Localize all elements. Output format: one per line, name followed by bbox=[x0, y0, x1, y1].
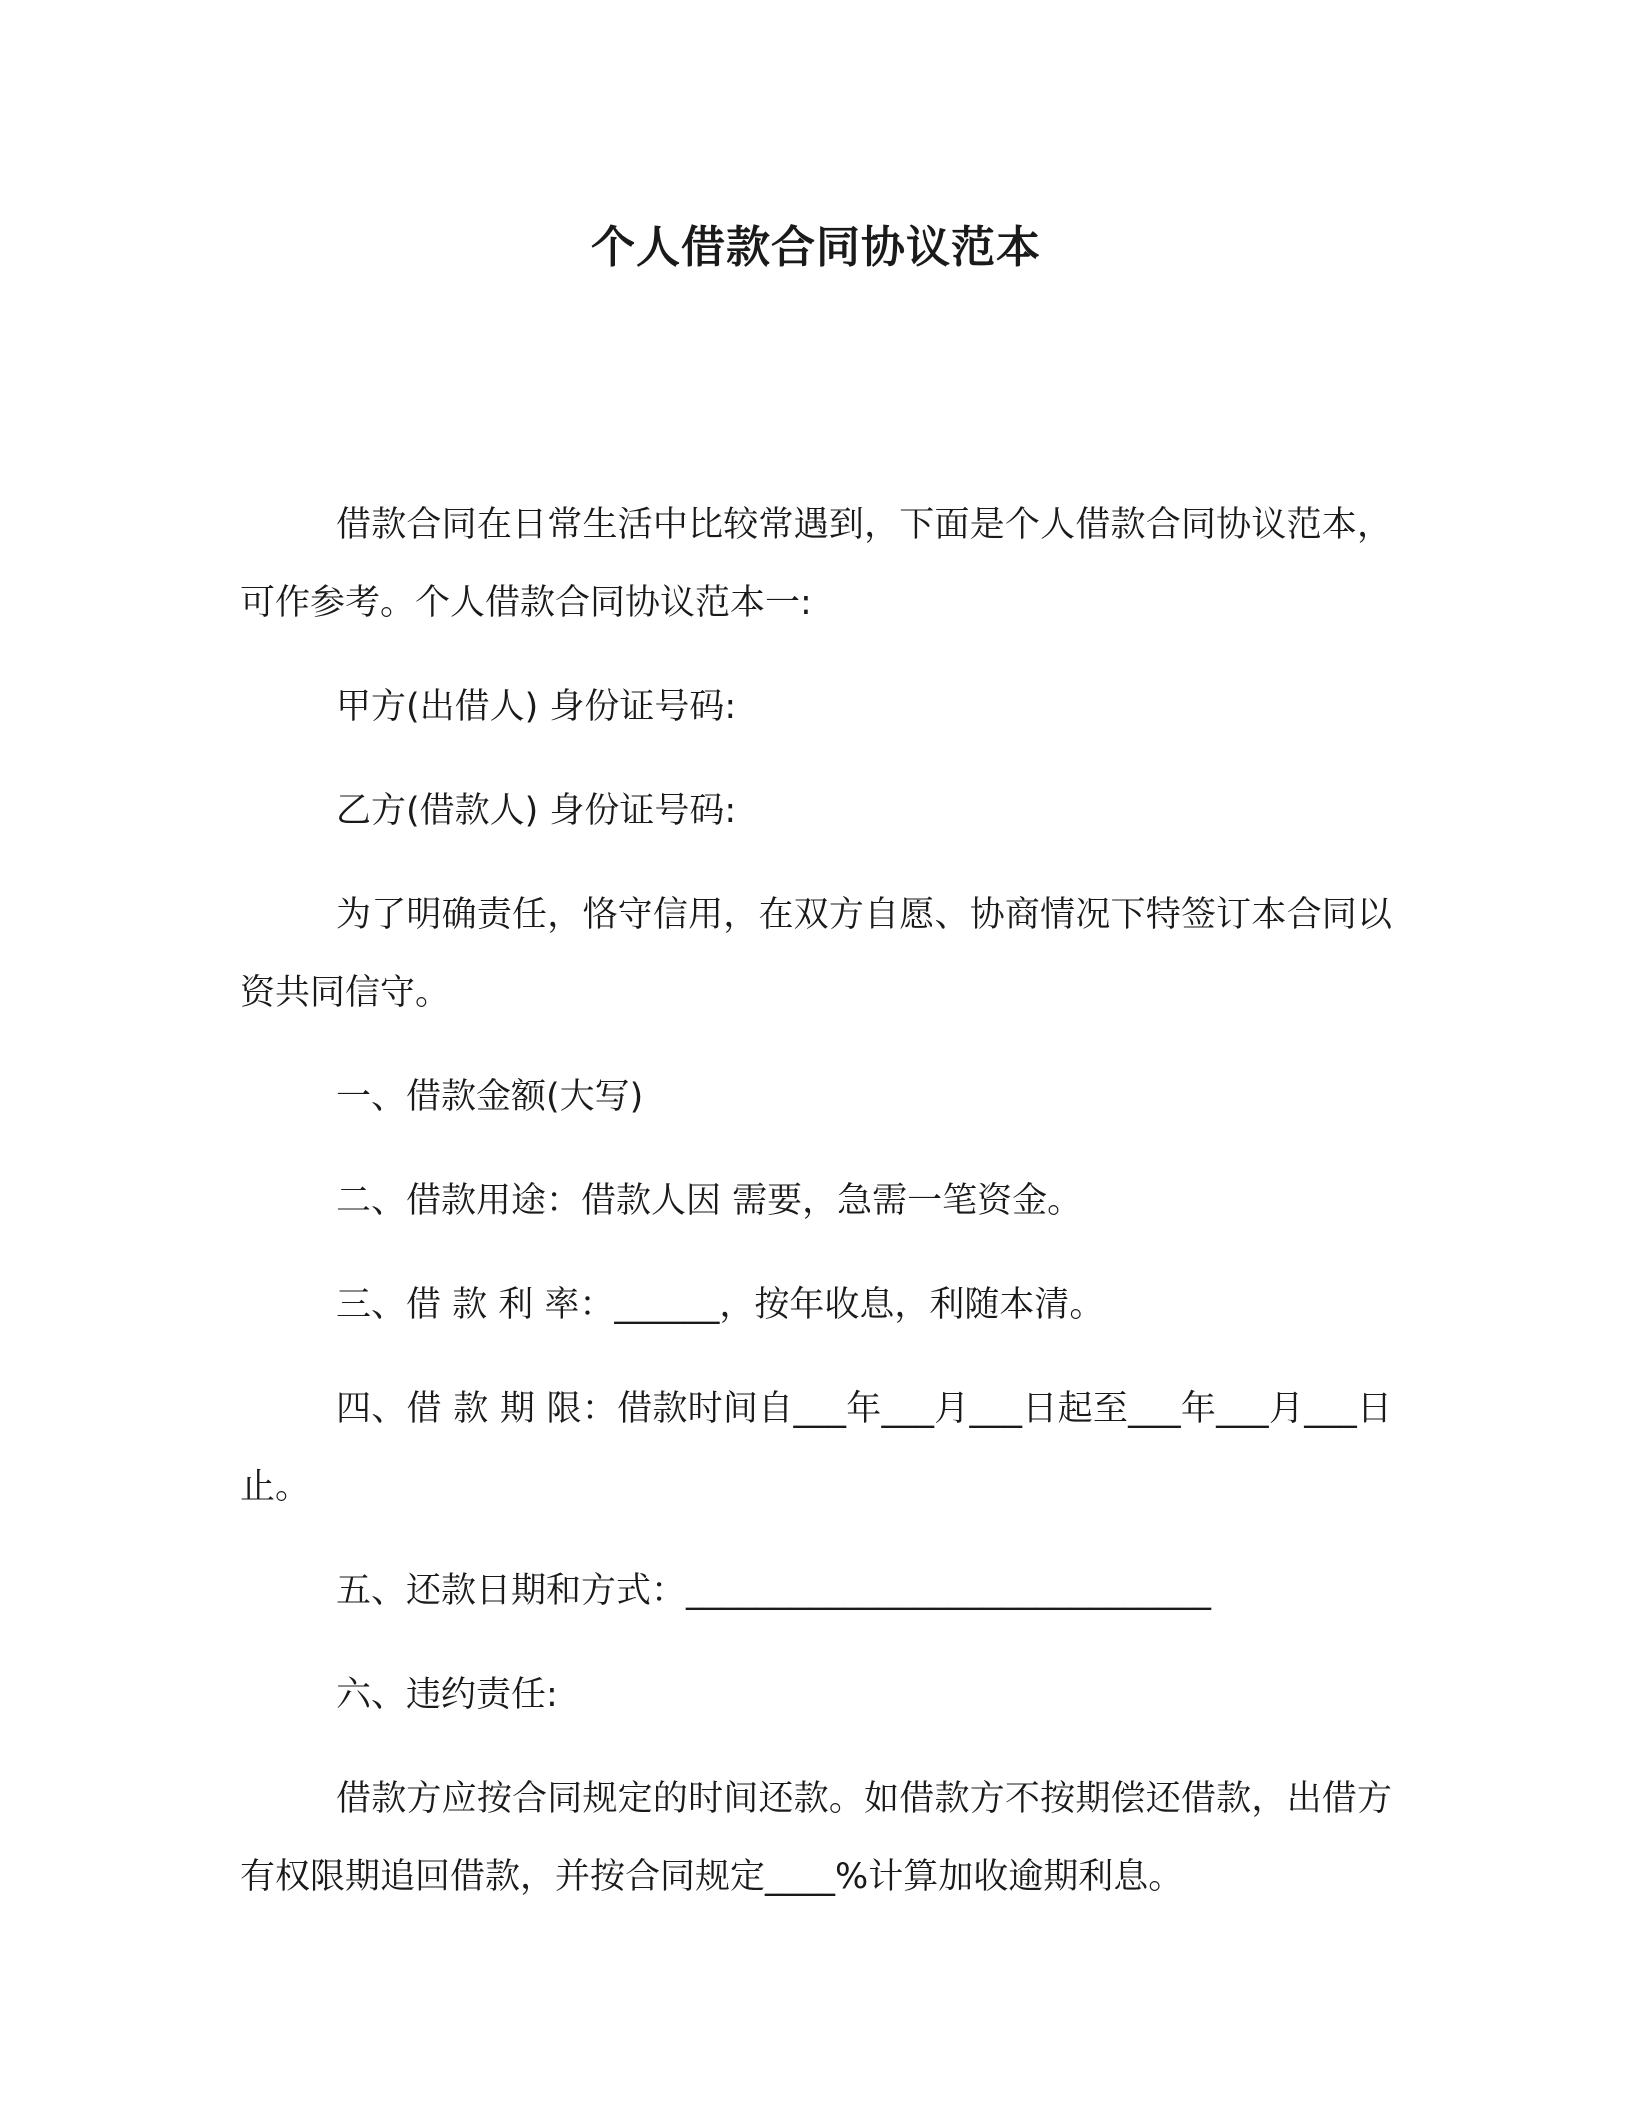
document-title: 个人借款合同协议范本 bbox=[591, 222, 1041, 273]
party-b-line: 乙方(借款人) 身份证号码: bbox=[336, 791, 737, 831]
purpose-paragraph: 为了明确责任，恪守信用，在双方自愿、协商情况下特签订本合同以资共同信守。 bbox=[240, 895, 1392, 1013]
clause-repayment: 五、还款日期和方式：______________________________ bbox=[336, 1571, 1212, 1611]
clause-loan-term: 四、借 款 期 限：借款时间自___年___月___日起至___年___月___日止。 bbox=[240, 1389, 1392, 1507]
clause-loan-use: 二、借款用途：借款人因 需要，急需一笔资金。 bbox=[336, 1181, 1083, 1221]
clause-liability: 六、违约责任: bbox=[336, 1675, 558, 1715]
document-body bbox=[240, 486, 1392, 1942]
party-a-line: 甲方(出借人) 身份证号码: bbox=[336, 687, 737, 727]
liability-paragraph: 借款方应按合同规定的时间还款。如借款方不按期偿还借款，出借方有权限期追回借款，并按合同规定____%计算加收逾期利息。 bbox=[240, 1779, 1392, 1897]
clause-interest-rate: 三、借 款 利 率：______，按年收息，利随本清。 bbox=[336, 1285, 1105, 1325]
clause-loan-amount: 一、借款金额(大写) bbox=[336, 1077, 644, 1117]
intro-paragraph: 借款合同在日常生活中比较常遇到，下面是个人借款合同协议范本，可作参考。个人借款合同协议范本一: bbox=[240, 505, 1392, 623]
